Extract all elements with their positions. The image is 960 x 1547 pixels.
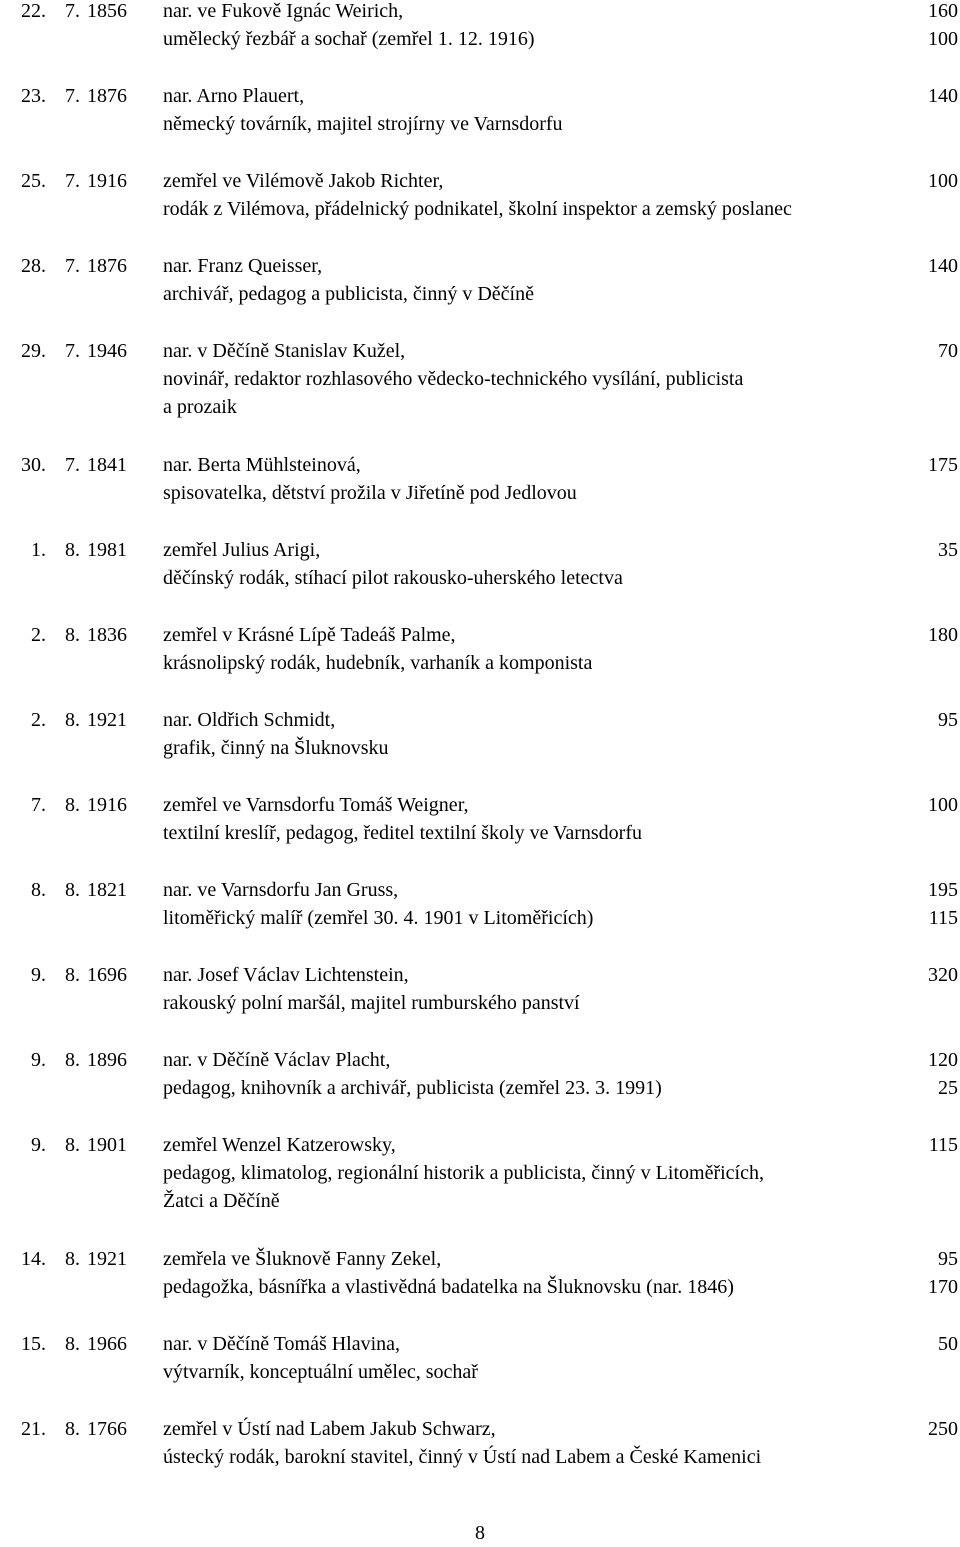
entry-number: 140 [928, 85, 958, 107]
entry-line [0, 734, 960, 762]
entry-number: 175 [928, 454, 958, 476]
entry [0, 337, 960, 421]
entry-line [0, 904, 960, 932]
entry-day: 14. [21, 1248, 46, 1270]
entry-line [0, 961, 960, 989]
entry-line [0, 649, 960, 677]
entry-text: litoměřický malíř (zemřel 30. 4. 1901 v Litoměřicích) [163, 907, 594, 929]
entry-month: 7. [65, 0, 80, 22]
entry-number: 180 [928, 624, 958, 646]
entry-number: 100 [928, 794, 958, 816]
entry-line [0, 1074, 960, 1102]
entry-line [0, 989, 960, 1017]
entry [0, 451, 960, 507]
entry-year: 1876 [87, 85, 127, 107]
entry-day: 9. [31, 1049, 46, 1071]
entry-line [0, 706, 960, 734]
entry-number: 35 [938, 539, 958, 561]
entry-month: 8. [65, 1418, 80, 1440]
entry-number: 120 [928, 1049, 958, 1071]
entry-line [0, 791, 960, 819]
entry-text: zemřela ve Šluknově Fanny Zekel, [163, 1248, 442, 1270]
entry-number: 100 [928, 28, 958, 50]
entry-line [0, 252, 960, 280]
entry-day: 9. [31, 1134, 46, 1156]
entry-month: 7. [65, 454, 80, 476]
entry-text: nar. Oldřich Schmidt, [163, 709, 336, 731]
entry-year: 1696 [87, 964, 127, 986]
entry-line [0, 1415, 960, 1443]
entry-line [0, 1330, 960, 1358]
entry-line [0, 110, 960, 138]
entry-year: 1916 [87, 794, 127, 816]
entry-day: 8. [31, 879, 46, 901]
entry-text: zemřel ve Varnsdorfu Tomáš Weigner, [163, 794, 469, 816]
entry-line [0, 195, 960, 223]
entry-line [0, 280, 960, 308]
entry [0, 1245, 960, 1301]
entry-text: nar. Berta Mühlsteinová, [163, 454, 361, 476]
entry-text: nar. Franz Queisser, [163, 255, 323, 277]
entry-line [0, 25, 960, 53]
entry-line [0, 621, 960, 649]
entry [0, 876, 960, 932]
entry-text: zemřel Wenzel Katzerowsky, [163, 1134, 396, 1156]
entry-month: 8. [65, 964, 80, 986]
entry-number: 320 [928, 964, 958, 986]
entry [0, 621, 960, 677]
entry-line [0, 819, 960, 847]
entry-number: 25 [938, 1077, 958, 1099]
entry-line [0, 0, 960, 25]
entry-text: pedagog, klimatolog, regionální historik a publicista, činný v Litoměřicích, [163, 1162, 764, 1184]
entry-text: rakouský polní maršál, majitel rumburského panství [163, 992, 580, 1014]
entry-year: 1946 [87, 340, 127, 362]
entry-year: 1921 [87, 1248, 127, 1270]
entry-text: děčínský rodák, stíhací pilot rakousko-uherského letectva [163, 567, 623, 589]
entry-number: 170 [928, 1276, 958, 1298]
entry [0, 706, 960, 762]
entry-line [0, 167, 960, 195]
entry [0, 1131, 960, 1215]
entry-text: ústecký rodák, barokní stavitel, činný v Ústí nad Labem a České Kamenici [163, 1446, 762, 1468]
entry-text: zemřel Julius Arigi, [163, 539, 321, 561]
entry-text: nar. ve Fukově Ignác Weirich, [163, 0, 404, 22]
entry-month: 8. [65, 624, 80, 646]
entry [0, 0, 960, 53]
entry-year: 1916 [87, 170, 127, 192]
entry-line [0, 365, 960, 393]
entry-month: 8. [65, 1248, 80, 1270]
entry [0, 1415, 960, 1471]
entry-line [0, 1358, 960, 1386]
entry [0, 791, 960, 847]
entry-line [0, 1443, 960, 1471]
entry-day: 28. [21, 255, 46, 277]
entry-day: 2. [31, 709, 46, 731]
entry-text: pedagožka, básnířka a vlastivědná badatelka na Šluknovsku (nar. 1846) [163, 1276, 734, 1298]
entry-number: 50 [938, 1333, 958, 1355]
entry-text: nar. v Děčíně Tomáš Hlavina, [163, 1333, 401, 1355]
entry-day: 9. [31, 964, 46, 986]
entry-month: 8. [65, 1049, 80, 1071]
entry-year: 1901 [87, 1134, 127, 1156]
entry-line [0, 451, 960, 479]
entry-year: 1876 [87, 255, 127, 277]
entry-month: 8. [65, 1134, 80, 1156]
entry-text: archivář, pedagog a publicista, činný v Děčíně [163, 283, 534, 305]
entry-day: 15. [21, 1333, 46, 1355]
entry-day: 2. [31, 624, 46, 646]
entry-line [0, 82, 960, 110]
entry-number: 160 [928, 0, 958, 22]
entry-day: 22. [21, 0, 46, 22]
entry-line [0, 1131, 960, 1159]
entry-line [0, 1159, 960, 1187]
entry-day: 29. [21, 340, 46, 362]
entry [0, 252, 960, 308]
entry-text: zemřel ve Vilémově Jakob Richter, [163, 170, 444, 192]
entry-line [0, 564, 960, 592]
entry-month: 7. [65, 170, 80, 192]
entry-line [0, 337, 960, 365]
entry-text: výtvarník, konceptuální umělec, sochař [163, 1361, 478, 1383]
entry-number: 95 [938, 1248, 958, 1270]
entry-month: 7. [65, 255, 80, 277]
entry-year: 1921 [87, 709, 127, 731]
entry-day: 23. [21, 85, 46, 107]
entry-year: 1766 [87, 1418, 127, 1440]
entry-line [0, 1046, 960, 1074]
entry-line [0, 1187, 960, 1215]
entry-text: nar. Josef Václav Lichtenstein, [163, 964, 409, 986]
entry-number: 140 [928, 255, 958, 277]
entry-month: 7. [65, 340, 80, 362]
entry-month: 8. [65, 709, 80, 731]
entry-month: 8. [65, 794, 80, 816]
entry-text: Žatci a Děčíně [163, 1190, 280, 1212]
entry-month: 8. [65, 539, 80, 561]
entry-day: 7. [31, 794, 46, 816]
entry-line [0, 1245, 960, 1273]
entry-text: německý továrník, majitel strojírny ve Varnsdorfu [163, 113, 563, 135]
entry-number: 100 [928, 170, 958, 192]
entry-line [0, 536, 960, 564]
entry-text: zemřel v Krásné Lípě Tadeáš Palme, [163, 624, 456, 646]
entry-month: 8. [65, 879, 80, 901]
entry-line [0, 1273, 960, 1301]
entry-text: krásnolipský rodák, hudebník, varhaník a komponista [163, 652, 593, 674]
entry-line [0, 393, 960, 421]
entry-day: 21. [21, 1418, 46, 1440]
entry-year: 1981 [87, 539, 127, 561]
entry-number: 195 [928, 879, 958, 901]
entry-text: rodák z Vilémova, přádelnický podnikatel, školní inspektor a zemský poslanec [163, 198, 792, 220]
entry-text: pedagog, knihovník a archivář, publicista (zemřel 23. 3. 1991) [163, 1077, 662, 1099]
entry-text: nar. v Děčíně Stanislav Kužel, [163, 340, 406, 362]
entry-line [0, 876, 960, 904]
entry-year: 1836 [87, 624, 127, 646]
entry-month: 7. [65, 85, 80, 107]
entry [0, 82, 960, 138]
entry-number: 95 [938, 709, 958, 731]
entry-year: 1966 [87, 1333, 127, 1355]
entry-number: 70 [938, 340, 958, 362]
entry-text: nar. Arno Plauert, [163, 85, 305, 107]
entry-text: grafik, činný na Šluknovsku [163, 737, 389, 759]
entry-text: textilní kreslíř, pedagog, ředitel textilní školy ve Varnsdorfu [163, 822, 642, 844]
entry-month: 8. [65, 1333, 80, 1355]
page-number: 8 [475, 1522, 485, 1544]
entry-day: 1. [31, 539, 46, 561]
entry-year: 1856 [87, 0, 127, 22]
entry-year: 1841 [87, 454, 127, 476]
entry-text: a prozaik [163, 396, 237, 418]
entry-text: zemřel v Ústí nad Labem Jakub Schwarz, [163, 1418, 496, 1440]
entry [0, 536, 960, 592]
entry-text: spisovatelka, dětství prožila v Jiřetíně pod Jedlovou [163, 482, 577, 504]
entry-number: 250 [928, 1418, 958, 1440]
entry-number: 115 [928, 907, 958, 929]
entry [0, 961, 960, 1017]
entry [0, 167, 960, 223]
entry-text: umělecký řezbář a sochař (zemřel 1. 12. 1916) [163, 28, 535, 50]
entry-number: 115 [928, 1134, 958, 1156]
entry-text: nar. ve Varnsdorfu Jan Gruss, [163, 879, 399, 901]
entry-text: novinář, redaktor rozhlasového vědecko-technického vysílání, publicista [163, 368, 744, 390]
entry [0, 1330, 960, 1386]
entry-line [0, 479, 960, 507]
entry-day: 25. [21, 170, 46, 192]
entry-day: 30. [21, 454, 46, 476]
entry-year: 1821 [87, 879, 127, 901]
entry-text: nar. v Děčíně Václav Placht, [163, 1049, 391, 1071]
entry [0, 1046, 960, 1102]
entry-year: 1896 [87, 1049, 127, 1071]
